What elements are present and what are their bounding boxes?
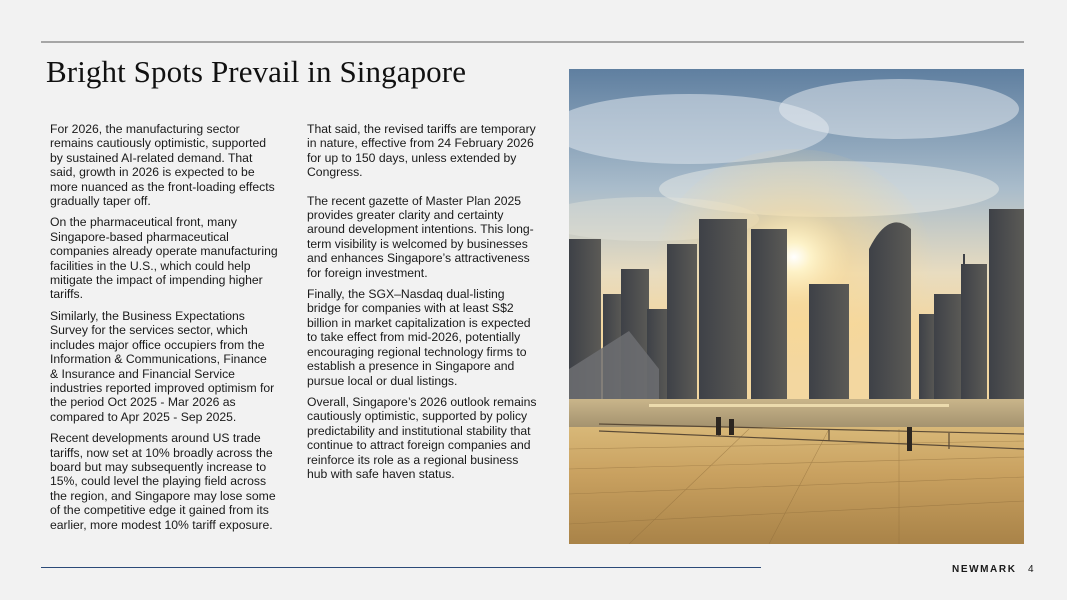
- paragraph-dual-listing: Finally, the SGX–Nasdaq dual-listing bridge for companies with at least S$2 billion in market capitalization is expected to take effect from mid-2026, potentially encouraging regional technology firms to establish a presence in Singapore and pursue local or dual listings.: [307, 287, 531, 388]
- bottom-divider: [41, 567, 761, 568]
- paragraph-business-survey: Similarly, the Business Expectations Survey for the services sector, which includes major office occupiers from the Information & Communications, Finance & Insurance and Financial Service industries reported improved optimism for the period Oct 2025 - Mar 2026 as compared to Apr 2025 - Sep 2025.: [50, 308, 275, 424]
- paragraph-manufacturing: For 2026, the manufacturing sector remains cautiously optimistic, supported by sustained AI-related demand. That said, growth in 2026 is expected to be more nuanced as the front-loading effects gradually taper off.: [50, 122, 275, 209]
- singapore-skyline-photo: [569, 69, 1024, 544]
- paragraph-outlook: Overall, Singapore’s 2026 outlook remains cautiously optimistic, supported by policy predictability and institutional stability that continue to attract foreign companies and reinforce its role as a regional business hub with safe haven status.: [307, 394, 537, 481]
- left-text-column: [50, 122, 278, 539]
- top-divider: [41, 41, 1024, 43]
- page-title: Bright Spots Prevail in Singapore: [46, 54, 467, 89]
- paragraph-revised-tariffs: That said, the revised tariffs are temporary in nature, effective from 24 February 2026 for up to 150 days, unless extended by Congress.: [307, 122, 536, 180]
- paragraph-master-plan: The recent gazette of Master Plan 2025 provides greater clarity and certainty around development intentions. This long-term visibility is welcomed by businesses and enhances Singapore’s attractiveness for foreign investment.: [307, 193, 534, 280]
- page-number: 4: [1028, 564, 1034, 575]
- paragraph-pharmaceutical: On the pharmaceutical front, many Singapore-based pharmaceutical companies already operate manufacturing facilities in the U.S., which could help mitigate the impact of impending higher tariffs.: [50, 215, 278, 302]
- paragraph-trade-tariffs: Recent developments around US trade tariffs, now set at 10% broadly across the board but may subsequently increase to 15%, could level the playing field across the region, and Singapore may lose some of the competitive edge it gained from its earlier, more modest 10% tariff exposure.: [50, 431, 276, 532]
- middle-text-column: [307, 122, 537, 488]
- brand-logo: NEWMARK: [952, 564, 1017, 575]
